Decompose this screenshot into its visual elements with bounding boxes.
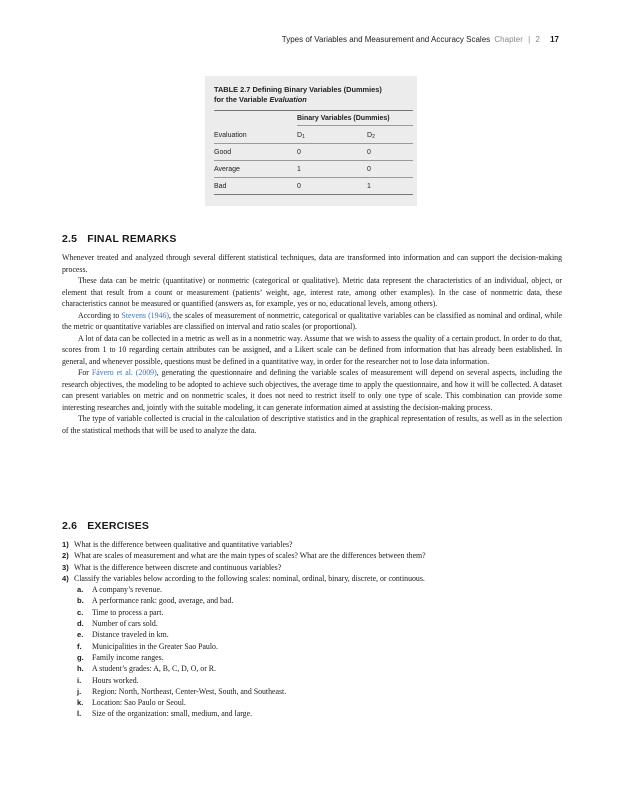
exercise-item: [62, 686, 562, 697]
table-col-header-evaluation: Evaluation: [214, 132, 247, 139]
final-remarks-body: [62, 252, 562, 436]
paragraph: [62, 310, 562, 333]
table-rule-bottom: [214, 194, 413, 195]
item-text: A performance rank: good, average, and bad.: [92, 596, 234, 606]
section-title: EXERCISES: [87, 520, 150, 532]
table-rule-row: [214, 177, 413, 178]
exercise-list: [62, 539, 562, 720]
d2-letter: D: [367, 132, 373, 139]
table-caption-line2: [214, 95, 414, 105]
exercise-question: [62, 550, 562, 561]
section-title: FINAL REMARKS: [87, 233, 177, 245]
d2-subscript: 2: [372, 134, 375, 140]
exercise-item: [62, 652, 562, 663]
table-cell-label: Average: [214, 166, 240, 173]
item-text: Location: Sao Paulo or Seoul.: [92, 698, 186, 708]
exercise-question: [62, 573, 562, 584]
table-caption-prefix: for the Variable: [214, 95, 270, 104]
table-rule-group: [297, 125, 413, 126]
item-text: Size of the organization: small, medium, and large.: [92, 709, 253, 719]
exercise-item: [62, 663, 562, 674]
running-head-separator: |: [528, 35, 531, 44]
item-text: Region: North, Northeast, Center-West, South, and Southeast.: [92, 686, 287, 696]
item-letter: k.: [77, 698, 84, 708]
exercise-item: [62, 607, 562, 618]
item-letter: d.: [77, 619, 84, 629]
table-cell-d2: 0: [367, 149, 371, 156]
section-number: 2.6: [62, 520, 78, 532]
paragraph-text: , the scales of measurement of nonmetric, categorical or qualitative variables can be classified as nominal and ordinal, while the metric or quantitative variables are classified on interval and ratio scales (or proportional).: [62, 310, 562, 331]
table-cell-label: Bad: [214, 183, 227, 190]
item-letter: j.: [77, 686, 82, 696]
item-letter: b.: [77, 596, 84, 606]
paragraph-text: According to: [78, 310, 122, 320]
item-letter: l.: [77, 709, 82, 719]
item-text: Time to process a part.: [92, 607, 164, 617]
section-heading-final-remarks: [62, 233, 177, 245]
table-group-header: Binary Variables (Dummies): [297, 115, 390, 122]
paragraph: [62, 367, 562, 413]
item-text: A student’s grades: A, B, C, D, O, or R.: [92, 664, 216, 674]
question-number: 3): [62, 562, 69, 572]
item-text: Hours worked.: [92, 675, 139, 685]
exercise-item: [62, 584, 562, 595]
paragraph: A lot of data can be collected in a metric as well as in a nonmetric way. Assume that we wish to assess the quality of a certain product. In order to do that, scores from 1 to 10 regarding certain attributes can be assigned, and a Likert scale can be defined from information that has already been established. In general, and whenever possible, questions must be defined in a quantitative way, in order for the researcher not to lose data information.: [62, 333, 562, 366]
item-text: Municipalities in the Greater Sao Paulo.: [92, 641, 218, 651]
table-caption-main: TABLE 2.7 Defining Binary Variables (Dummies): [214, 85, 382, 94]
question-text: Classify the variables below according to the following scales: nominal, ordinal, binary, discrete, or continuous.: [74, 573, 425, 583]
item-letter: h.: [77, 664, 84, 674]
table-cell-d1: 1: [297, 166, 301, 173]
running-head: [282, 35, 559, 44]
table-rule-header: [214, 143, 413, 144]
citation-link[interactable]: Fávero et al. (2009): [91, 368, 157, 377]
paragraph-text: For: [78, 368, 92, 377]
table-caption-variable: Evaluation: [269, 95, 307, 104]
item-letter: f.: [77, 641, 82, 651]
exercise-item: [62, 708, 562, 719]
question-number: 2): [62, 551, 69, 561]
item-letter: i.: [77, 675, 82, 685]
item-text: Family income ranges.: [92, 652, 164, 662]
paragraph: Whenever treated and analyzed through several different statistical techniques, data are transformed into information and can support the decision-making process.: [62, 253, 562, 274]
page-number: 17: [550, 35, 559, 44]
question-text: What is the difference between discrete and continuous variables?: [74, 562, 282, 572]
exercise-question: [62, 539, 562, 550]
item-text: A company’s revenue.: [92, 585, 162, 595]
question-number: 4): [62, 573, 69, 583]
citation-link[interactable]: Stevens (1946): [121, 310, 169, 320]
table-cell-d2: 1: [367, 183, 371, 190]
item-letter: c.: [77, 607, 84, 617]
section-number: 2.5: [62, 233, 78, 245]
exercise-item: [62, 697, 562, 708]
exercise-item: [62, 675, 562, 686]
running-head-chapter-label: Chapter: [494, 35, 523, 44]
d1-letter: D: [297, 132, 303, 139]
exercise-item: [62, 618, 562, 629]
table-rule-row: [214, 160, 413, 161]
table-cell-d1: 0: [297, 183, 301, 190]
exercise-question: [62, 562, 562, 573]
section-heading-exercises: [62, 520, 149, 532]
table-col-header-d2: [367, 132, 375, 140]
paragraph-text: , generating the questionnaire and defining the variable scales of measurement will depend on several aspects, including the research objectives, the modeling to be adopted to achieve such objectives, the average time to apply the questionnaire, and how it will be collected. A dataset can present variables on metric and on nonmetric scales, it does not need to restrict itself to only one type of scale. This combination can provide some interesting researches and, jointly with the suitable modeling, it can generate information aimed at assisting the decision-making process.: [62, 368, 563, 412]
item-letter: e.: [77, 630, 84, 640]
table-2-7: [205, 76, 417, 206]
item-letter: a.: [77, 585, 84, 595]
table-cell-d2: 0: [367, 166, 371, 173]
paragraph: These data can be metric (quantitative) or nonmetric (categorical or qualitative). Metric data represent the characteristics of an individual, object, or element that result from a count or measurement (patients’ weight, age, interest rate, among other examples). In the case of nonmetric data, these characteristics cannot be measured or quantified (answers as, for example, yes or no, educational levels, among others).: [62, 276, 562, 308]
item-text: Distance traveled in km.: [92, 630, 169, 640]
exercise-item: [62, 595, 562, 606]
table-cell-label: Good: [214, 149, 232, 156]
item-text: Number of cars sold.: [92, 619, 158, 629]
table-rule-top: [214, 110, 413, 111]
question-text: What is the difference between qualitative and quantitative variables?: [74, 540, 293, 549]
running-head-title: Types of Variables and Measurement and Accuracy Scales: [281, 35, 491, 44]
table-cell-d1: 0: [297, 149, 301, 156]
table-caption: [214, 85, 414, 105]
exercise-item: [62, 641, 562, 652]
item-letter: g.: [77, 652, 84, 662]
running-head-chapter-number: 2: [535, 35, 540, 44]
question-number: 1): [62, 540, 69, 549]
d1-subscript: 1: [302, 134, 305, 140]
paragraph: The type of variable collected is crucial in the calculation of descriptive statistics and in the graphical representation of results, as well as in the selection of the statistical methods that will be used to analyze the data.: [62, 414, 562, 435]
table-col-header-d1: [297, 132, 305, 140]
question-text: What are scales of measurement and what are the main types of scales? What are the differences between them?: [74, 551, 426, 561]
exercise-item: [62, 629, 562, 640]
